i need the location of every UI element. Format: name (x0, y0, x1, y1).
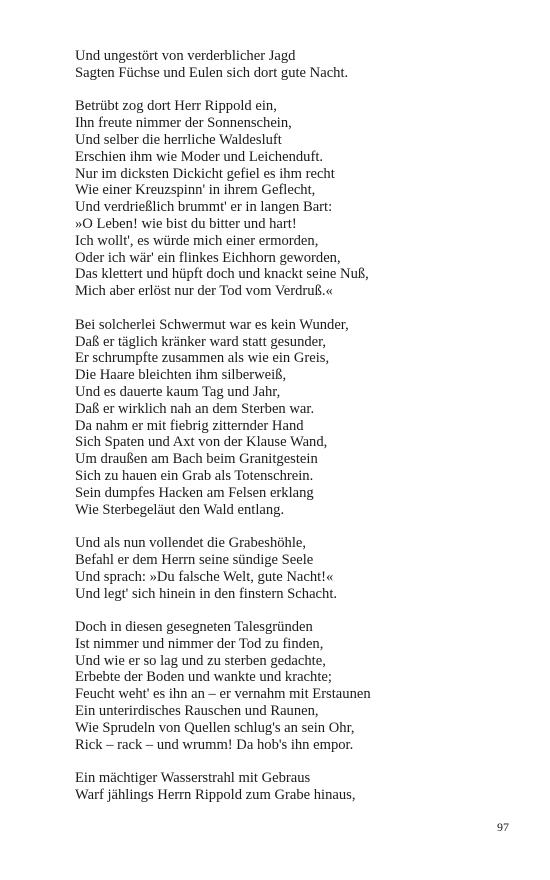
poem-line: Ein mächtiger Wasserstrahl mit Gebraus (75, 770, 311, 787)
poem-line: Befahl er dem Herrn seine sündige Seele (75, 551, 314, 568)
poem-line: Wie einer Kreuzspinn' in ihrem Geflecht, (75, 182, 316, 199)
poem-line: Ich wollt', es würde mich einer ermorden, (75, 232, 319, 249)
poem-line: Und legt' sich hinein in den finstern Schacht. (75, 585, 338, 602)
poem-line: Warf jählings Herrn Rippold zum Grabe hinaus, (75, 787, 356, 804)
poem-line: Daß er täglich kränker ward statt gesunder, (75, 333, 327, 350)
poem-line: Sagten Füchse und Eulen sich dort gute Nacht. (75, 64, 349, 81)
poem-line: Betrübt zog dort Herr Rippold ein, (75, 98, 277, 115)
poem-line: Nur im dicksten Dickicht gefiel es ihm recht (75, 165, 335, 182)
poem-line: Wie Sterbegeläut den Wald entlang. (75, 501, 285, 518)
poem-line: Ist nimmer und nimmer der Tod zu finden, (75, 635, 324, 652)
poem-line: Ein unterirdisches Rauschen und Raunen, (75, 703, 319, 720)
stanza (75, 535, 515, 602)
poem-line: Und wie er so lag und zu sterben gedachte, (75, 652, 326, 669)
stanza (75, 317, 515, 519)
poem-line: Und verdrießlich brummt' er in langen Bart: (75, 199, 333, 216)
poem-line: Um draußen am Bach beim Granitgestein (75, 451, 318, 468)
poem-line: Daß er wirklich nah an dem Sterben war. (75, 400, 315, 417)
poem-line: Das klettert und hüpft doch und knackt seine Nuß, (75, 266, 369, 283)
poem-line: Bei solcherlei Schwermut war es kein Wunder, (75, 316, 349, 333)
poem-line: Doch in diesen gesegneten Talesgründen (75, 619, 313, 636)
poem-line: Und selber die herrliche Waldesluft (75, 131, 282, 148)
poem-line: Erschien ihm wie Moder und Leichenduft. (75, 148, 324, 165)
poem-line: Oder ich wär' ein flinkes Eichhorn geworden, (75, 249, 341, 266)
poem-line: Sein dumpfes Hacken am Felsen erklang (75, 484, 314, 501)
poem-line: »O Leben! wie bist du bitter und hart! (75, 215, 297, 232)
poem-text (75, 48, 515, 821)
stanza (75, 770, 515, 804)
stanza (75, 619, 515, 753)
poem-line: Wie Sprudeln von Quellen schlug's an sein Ohr, (75, 719, 355, 736)
poem-line: Feucht weht' es ihn an – er vernahm mit Erstaunen (75, 686, 371, 703)
poem-line: Und sprach: »Du falsche Welt, gute Nacht!« (75, 568, 334, 585)
stanza (75, 98, 515, 300)
poem-line: Sich zu hauen ein Grab als Totenschrein. (75, 467, 314, 484)
page-number: 97 (497, 820, 509, 834)
poem-line: Er schrumpfte zusammen als wie ein Greis, (75, 350, 330, 367)
poem-line: Und als nun vollendet die Grabeshöhle, (75, 535, 307, 552)
poem-line: Rick – rack – und wrumm! Da hob's ihn empor. (75, 736, 354, 753)
poem-line: Die Haare bleichten ihm silberweiß, (75, 367, 287, 384)
poem-line: Sich Spaten und Axt von der Klause Wand, (75, 434, 328, 451)
stanza (75, 48, 515, 82)
poem-line: Und ungestört von verderblicher Jagd (75, 48, 296, 64)
poem-line: Ihn freute nimmer der Sonnenschein, (75, 115, 292, 132)
poem-line: Da nahm er mit fiebrig zitternder Hand (75, 417, 304, 434)
poem-line: Erbebte der Boden und wankte und krachte; (75, 669, 332, 686)
poem-line: Mich aber erlöst nur der Tod vom Verdruß.« (75, 283, 333, 300)
poem-line: Und es dauerte kaum Tag und Jahr, (75, 383, 281, 400)
